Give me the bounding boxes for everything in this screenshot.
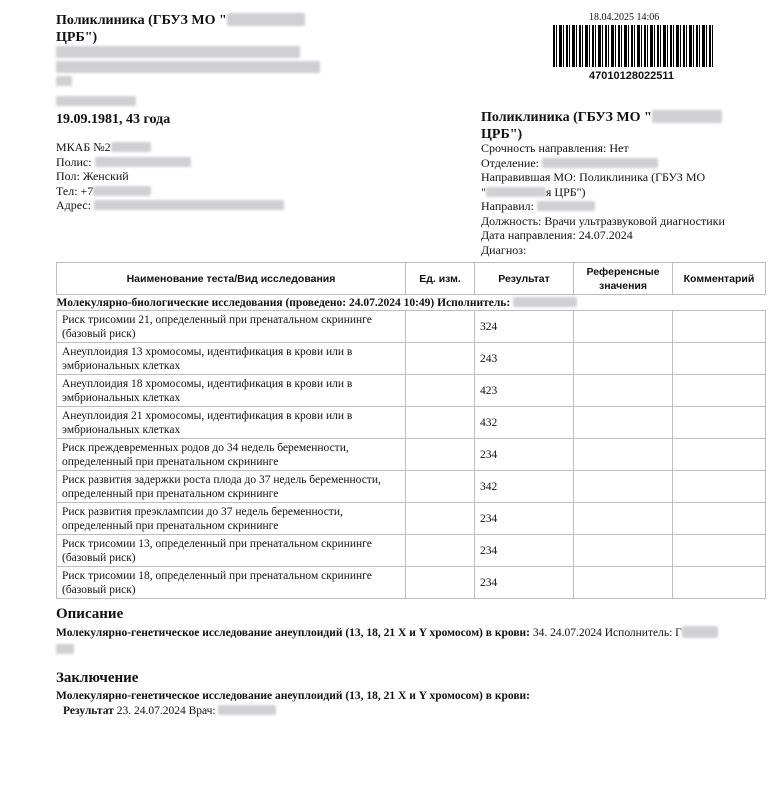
redacted-clinic-name-right [652,110,722,123]
conclusion-heading: Заключение [56,670,139,686]
cell-unit [406,311,475,343]
redacted-phone [93,186,151,196]
cell-unit [406,343,475,375]
cell-name: Анеуплоидия 13 хромосомы, идентификация в крови или в эмбриональных клетках [57,343,406,375]
sex-line: Пол: Женский [56,169,129,183]
cell-unit [406,471,475,503]
cell-reference [574,343,673,375]
barcode-number: 47010128022511 [589,70,675,82]
redacted-patient-line4 [56,96,136,106]
referring-mo-quote: " [481,184,486,199]
cell-name: Риск трисомии 18, определенный при пренатальном скрининге (базовый риск) [57,567,406,599]
phone-line [56,184,284,199]
table-row [57,503,766,535]
clinic-title-right-line1: Поликлиника (ГБУЗ МО " [481,110,652,125]
cell-name: Анеуплоидия 21 хромосомы, идентификация в крови или в эмбриональных клетках [57,407,406,439]
cell-name: Анеуплоидия 18 хромосомы, идентификация в крови или в эмбриональных клетках [57,375,406,407]
cell-name: Риск преждевременных родов до 34 недель беременности, определенный при пренатальном скрининге [57,439,406,471]
cell-reference [574,375,673,407]
cell-name: Риск трисомии 21, определенный при пренатальном скрининге (базовый риск) [57,311,406,343]
results-table [56,262,766,599]
cell-result: 234 [475,503,574,535]
cell-unit [406,503,475,535]
position-line: Должность: Врачи ультразвуковой диагностики [481,213,725,228]
conclusion-text-bold: Молекулярно-генетическое исследование анеуплоидий (13, 18, 21 X и Y хромосом) в крови: [56,690,530,702]
table-row [57,471,766,503]
table-header-row [57,263,766,295]
cell-comment [673,343,766,375]
diagnosis-line: Диагноз: [481,242,527,257]
clinic-title-left-line2: ЦРБ") [56,30,98,45]
polis-label: Полис: [56,154,92,169]
cell-reference [574,503,673,535]
col-header-result: Результат [475,263,574,295]
redacted-mkab [111,142,151,152]
conclusion-result-label: Результат [63,705,114,717]
cell-result: 234 [475,535,574,567]
description-heading: Описание [56,606,124,622]
redacted-clinic-name [227,13,305,26]
cell-result: 342 [475,471,574,503]
table-row [57,535,766,567]
cell-comment [673,311,766,343]
section-title: Молекулярно-биологические исследования (проведено: 24.07.2024 10:49) Исполнитель: [56,297,511,309]
redacted-polis [95,157,191,167]
redacted-doctor [218,705,276,715]
table-row [57,375,766,407]
cell-comment [673,439,766,471]
referring-mo-end: я ЦРБ") [545,184,586,199]
redacted-description-executor [682,626,718,638]
cell-reference [574,311,673,343]
cell-unit [406,535,475,567]
redacted-referring-mo [486,187,546,197]
cell-name: Риск трисомии 13, определенный при пренатальном скрининге (базовый риск) [57,535,406,567]
cell-result: 234 [475,439,574,471]
cell-reference [574,407,673,439]
polis-line [56,155,284,170]
conclusion-result-line [63,705,276,717]
phone-label: Тел: +7 [56,183,94,198]
cell-unit [406,375,475,407]
col-header-unit: Ед. изм. [406,263,475,295]
cell-reference [574,567,673,599]
table-row [57,567,766,599]
cell-unit [406,567,475,599]
referred-by-label: Направил: [481,199,534,213]
redacted-patient-line2 [56,61,320,73]
cell-comment [673,407,766,439]
cell-comment [673,567,766,599]
description-text [56,626,718,639]
barcode-image [553,25,715,67]
col-header-comment: Комментарий [673,263,766,295]
redacted-department [542,158,658,168]
section-title-cell [57,295,766,311]
clinic-title-left-line1: Поликлиника (ГБУЗ МО " [56,13,227,28]
col-header-name: Наименование теста/Вид исследования [57,263,406,295]
redacted-patient-line1 [56,46,300,58]
col-header-reference: Референсные значения [574,263,673,295]
clinic-title-left [56,12,305,46]
print-datetime: 18.04.2025 14:06 [589,12,660,23]
conclusion-result-rest: 23. 24.07.2024 Врач: [113,705,219,717]
referring-mo-line1: Направившая МО: Поликлиника (ГБУЗ МО [481,170,706,184]
cell-reference [574,471,673,503]
cell-reference [574,439,673,471]
cell-unit [406,407,475,439]
redacted-patient-line3 [56,76,72,86]
redacted-description-line2 [56,644,74,654]
cell-comment [673,503,766,535]
address-line [56,198,284,213]
department-line [481,156,725,171]
referred-by-line [481,199,725,214]
description-text-bold: Молекулярно-генетическое исследование анеуплоидий (13, 18, 21 X и Y хромосом) в крови: [56,627,530,639]
cell-result: 423 [475,375,574,407]
department-label: Отделение: [481,155,540,170]
referral-date-line: Дата направления: 24.07.2024 [481,228,633,242]
patient-info [56,140,284,213]
cell-result: 324 [475,311,574,343]
cell-name: Риск развития задержки роста плода до 37 недель беременности, определенный при пренатальном скрининге [57,471,406,503]
description-text-rest: 34. 24.07.2024 Исполнитель: Г [530,627,682,639]
cell-result: 234 [475,567,574,599]
table-row [57,407,766,439]
cell-reference [574,535,673,567]
table-row [57,343,766,375]
cell-comment [673,471,766,503]
table-row [57,311,766,343]
clinic-title-right [481,109,722,143]
address-label: Адрес: [56,198,92,212]
redacted-executor [513,297,577,307]
clinic-title-right-line2: ЦРБ") [481,127,523,142]
cell-comment [673,375,766,407]
redacted-referred-by [537,201,595,211]
birth-date-age: 19.09.1981, 43 года [56,112,171,127]
referral-info [481,141,725,257]
cell-unit [406,439,475,471]
section-row [57,295,766,311]
urgency-line: Срочность направления: Нет [481,141,629,155]
table-row [57,439,766,471]
mkab-label: МКАБ №2 [56,140,111,154]
cell-comment [673,535,766,567]
referring-mo-line2 [481,185,725,200]
redacted-address [94,200,284,210]
cell-result: 432 [475,407,574,439]
mkab-line [56,140,284,155]
cell-result: 243 [475,343,574,375]
cell-name: Риск развития преэклампсии до 37 недель беременности, определенный при пренатальном скрининге [57,503,406,535]
